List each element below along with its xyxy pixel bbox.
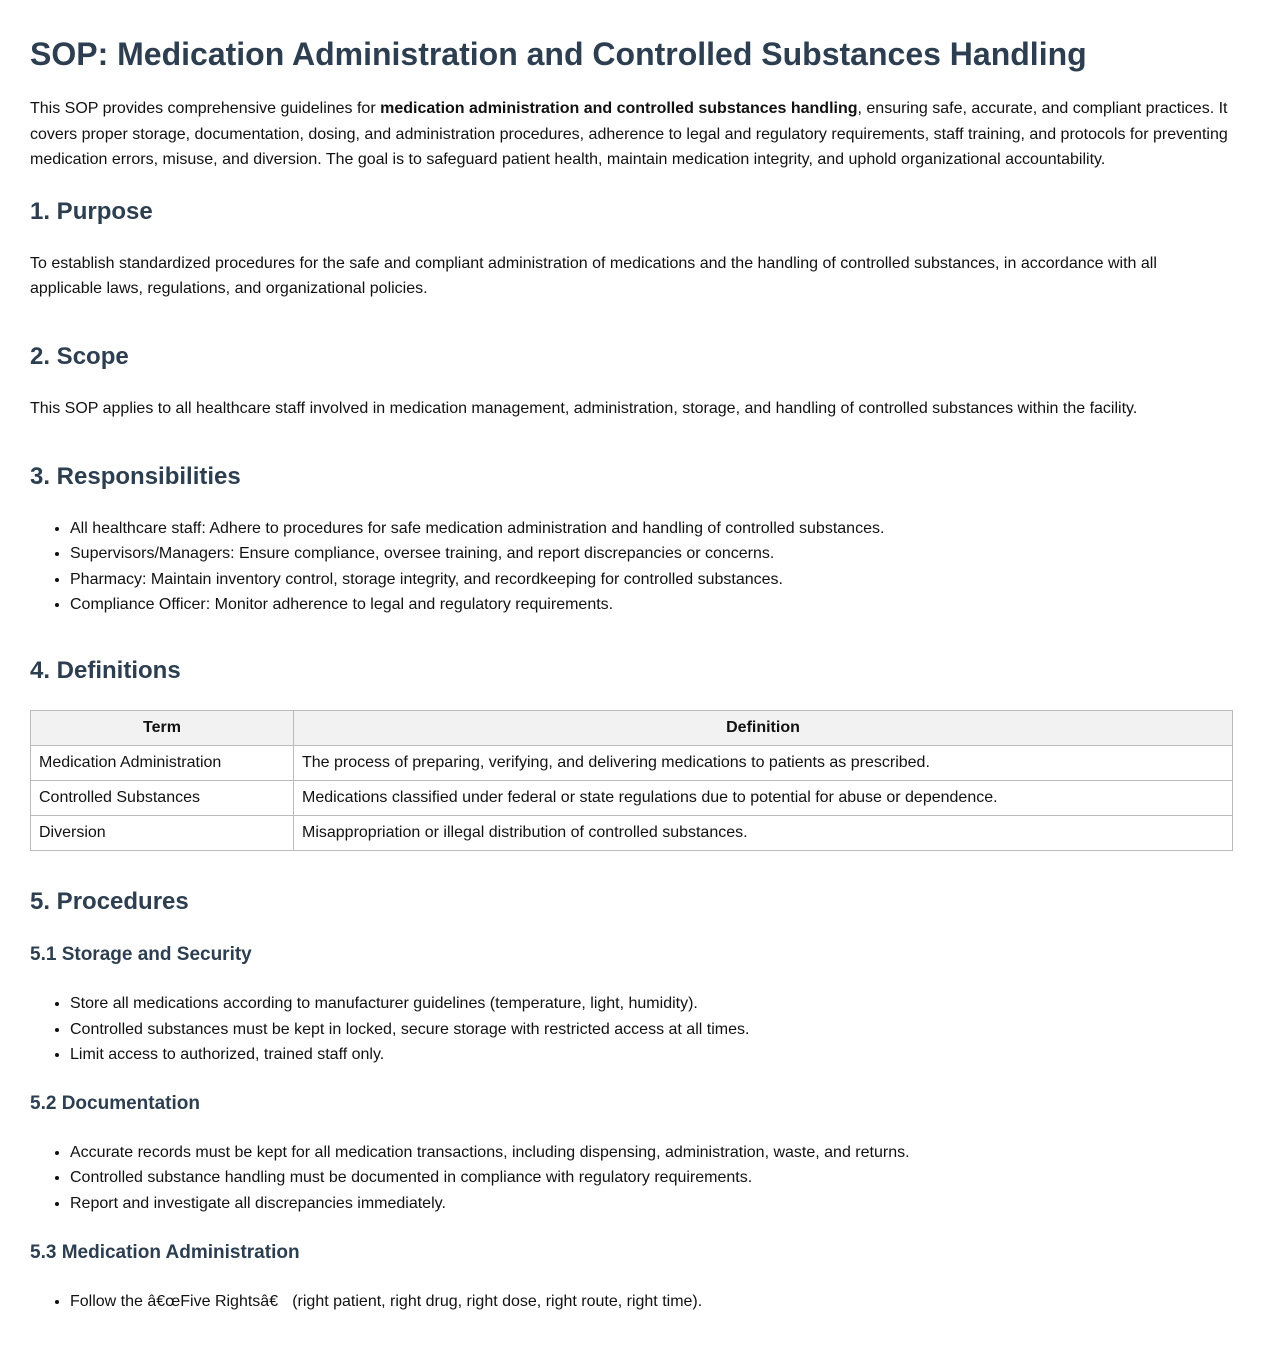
storage-security-subsection [30, 943, 1233, 1068]
list-item: • All healthcare staff: Adhere to procedures for safe medication administration and handling of controlled substances. [70, 516, 1233, 542]
storage-security-list [30, 991, 1233, 1068]
list-item: • Report and investigate all discrepancies immediately. [70, 1191, 1233, 1217]
table-header-row [31, 710, 1233, 745]
list-item: • Supervisors/Managers: Ensure compliance, oversee training, and report discrepancies or concerns. [70, 541, 1233, 567]
table-row [31, 815, 1233, 850]
purpose-heading: 1. Purpose [30, 197, 153, 225]
column-header-definition: Definition [294, 710, 1233, 745]
documentation-subsection [30, 1092, 1233, 1217]
subsection-heading: 5.1 Storage and Security [30, 943, 252, 965]
scope-text: This SOP applies to all healthcare staff involved in medication management, administration, storage, and handling of controlled substances within the facility. [30, 399, 1138, 417]
procedures-section [30, 887, 1233, 1314]
definitions-heading: 4. Definitions [30, 656, 181, 684]
definition-cell: Misappropriation or illegal distribution of controlled substances. [294, 815, 1233, 850]
purpose-section [30, 197, 1233, 302]
definition-cell: Medications classified under federal or state regulations due to potential for abuse or dependence. [294, 780, 1233, 815]
intro-paragraph [30, 96, 1233, 173]
responsibilities-section [30, 462, 1233, 618]
procedures-heading: 5. Procedures [30, 887, 189, 915]
list-item: • Controlled substance handling must be documented in compliance with regulatory requirements. [70, 1165, 1233, 1191]
column-header-term: Term [31, 710, 294, 745]
medication-administration-subsection [30, 1241, 1233, 1315]
definitions-table [30, 710, 1233, 851]
intro-bold-text: medication administration and controlled substances handling [380, 100, 858, 117]
definitions-section [30, 656, 1233, 851]
list-item: • Controlled substances must be kept in locked, secure storage with restricted access at all times. [70, 1017, 1233, 1043]
definition-cell: The process of preparing, verifying, and delivering medications to patients as prescribed. [294, 745, 1233, 780]
scope-section [30, 342, 1233, 422]
purpose-text: To establish standardized procedures for the safe and compliant administration of medications and the handling of controlled substances, in accordance with all applicable laws, regulations, and organizational policies. [30, 254, 1157, 298]
responsibilities-list [30, 516, 1233, 618]
medication-administration-list [30, 1289, 1233, 1315]
documentation-list [30, 1140, 1233, 1217]
list-item: • Store all medications according to manufacturer guidelines (temperature, light, humidity). [70, 991, 1233, 1017]
scope-heading: 2. Scope [30, 342, 129, 370]
intro-text-start: This SOP provides comprehensive guidelines for [30, 100, 381, 117]
intro-text-end: , ensuring safe, accurate, and compliant practices. It covers proper storage, documentation, dosing, and administration procedures, adherence to legal and regulatory requirements, staff training, and protocols for preventing medication errors, misuse, and diversion. The goal is to safeguard patient health, maintain medication integrity, and uphold organizational accountability. [30, 100, 1228, 169]
subsection-heading: 5.2 Documentation [30, 1092, 200, 1114]
list-item: • Pharmacy: Maintain inventory control, storage integrity, and recordkeeping for controlled substances. [70, 567, 1233, 593]
term-cell: Controlled Substances [31, 780, 294, 815]
term-cell: Diversion [31, 815, 294, 850]
table-row [31, 745, 1233, 780]
list-item: • Follow the â€œFive Rightsâ€ (right patient, right drug, right dose, right route, right time). [70, 1289, 1233, 1315]
subsection-heading: 5.3 Medication Administration [30, 1241, 300, 1263]
table-row [31, 780, 1233, 815]
list-item: • Compliance Officer: Monitor adherence to legal and regulatory requirements. [70, 592, 1233, 618]
page-title: SOP: Medication Administration and Controlled Substances Handling [30, 36, 1087, 72]
term-cell: Medication Administration [31, 745, 294, 780]
list-item: • Accurate records must be kept for all medication transactions, including dispensing, administration, waste, and returns. [70, 1140, 1233, 1166]
list-item: • Limit access to authorized, trained staff only. [70, 1042, 1233, 1068]
responsibilities-heading: 3. Responsibilities [30, 462, 241, 490]
